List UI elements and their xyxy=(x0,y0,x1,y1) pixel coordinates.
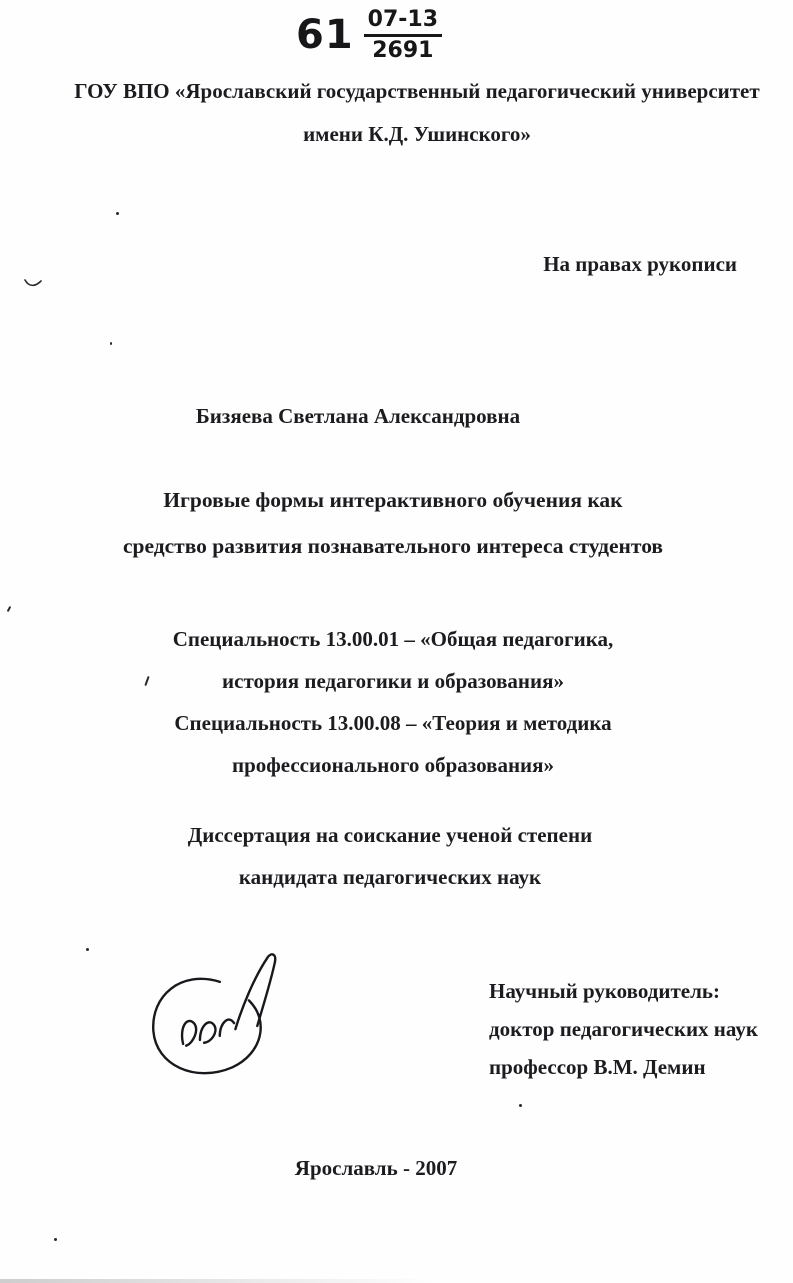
title-line-1: Игровые формы интерактивного обучения как xyxy=(163,488,623,512)
scan-artifact xyxy=(86,948,89,951)
stamp-fraction-denominator: 2691 xyxy=(372,38,434,64)
institution-line-1: ГОУ ВПО «Ярославский государственный педагогический университет xyxy=(74,79,760,103)
scan-artifact-tick xyxy=(24,278,42,288)
specialty-line-3: Специальность 13.00.08 – «Теория и методика xyxy=(174,711,612,735)
handwritten-signature xyxy=(134,948,301,1096)
library-stamp xyxy=(296,8,442,62)
manuscript-note: На правах рукописи xyxy=(543,252,737,276)
supervisor-line-3: профессор В.М. Демин xyxy=(489,1055,706,1079)
degree-line-1: Диссертация на соискание ученой степени xyxy=(187,823,593,847)
supervisor-line-1: Научный руководитель: xyxy=(489,979,720,1003)
stamp-fraction-numerator: 07-13 xyxy=(364,8,442,37)
specialty-line-4: профессионального образования» xyxy=(231,753,555,777)
city-year: Ярославль - 2007 xyxy=(294,1156,458,1180)
scan-artifact xyxy=(54,1238,57,1241)
stamp-number: 61 xyxy=(296,12,354,59)
title-line-2: средство развития познавательного интереса студентов xyxy=(122,534,664,558)
stamp-fraction xyxy=(364,8,442,62)
supervisor-block xyxy=(489,972,758,1086)
degree-note xyxy=(0,814,780,898)
author-name: Бизяева Светлана Александровна xyxy=(195,404,521,428)
scan-artifact xyxy=(7,606,12,612)
specialty-line-2: история педагогики и образования» xyxy=(222,669,564,693)
scan-edge-shadow xyxy=(0,1279,793,1283)
degree-line-2: кандидата педагогических наук xyxy=(238,865,542,889)
supervisor-line-2: доктор педагогических наук xyxy=(489,1017,758,1041)
dissertation-title xyxy=(0,477,786,569)
scan-artifact xyxy=(519,1104,522,1107)
specialties-block xyxy=(0,618,786,786)
specialty-line-1: Специальность 13.00.01 – «Общая педагогика, xyxy=(172,627,614,651)
scan-artifact xyxy=(110,342,112,345)
scan-artifact xyxy=(116,212,119,215)
institution-name xyxy=(64,70,770,156)
institution-line-2: имени К.Д. Ушинского» xyxy=(303,122,531,146)
